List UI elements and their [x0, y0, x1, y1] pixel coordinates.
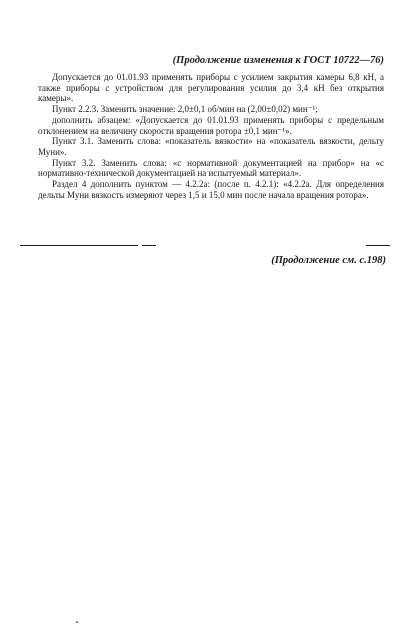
separator-rule-right — [366, 245, 390, 246]
paragraph-addition-deviation: дополнить абзацем: «Допускается до 01.01.93 применять приборы с предельным отклонением на величину скорости вращения ротора ±0,1 мин⁻¹». — [38, 114, 384, 136]
paragraph-point-3-1: Пункт 3.1. Заменить слова: «показатель вязкости» на «показатель вязкости, дельту Муни». — [38, 136, 384, 157]
page-footer-continuation: (Продолжение см. с.198) — [271, 255, 386, 266]
separator-rule-left — [20, 245, 138, 246]
paragraph-point-2-2-3: Пункт 2.2.3. Заменить значение: 2,0±0,1 об/мин на (2,00±0,02) мин⁻¹; — [52, 104, 318, 115]
scan-speck — [76, 621, 78, 623]
page-header-continuation: (Продолжение изменения к ГОСТ 10722—76) — [172, 55, 384, 66]
separator-rule-left-tail — [142, 245, 156, 246]
paragraph-permission-chamber: Допускается до 01.01.93 применять приборы с усилием закрытия камеры 6,8 кН, а также приборы с устройством для регулирования усилия до 3,4 кН без открытия камеры». — [38, 72, 384, 104]
paragraph-section-4: Раздел 4 дополнить пунктом — 4.2.2а: (после п. 4.2.1): «4.2.2а. Для определения дельты Муни вязкость измеряют через 1,5 и 15,0 мин после начала вращения ротора». — [38, 179, 384, 200]
document-body — [38, 72, 384, 200]
paragraph-point-3-2: Пункт 3.2. Заменить слова: «с нормативной документацией на прибор» на «с нормативно-технической документацией на испытуемый материал». — [38, 157, 384, 179]
